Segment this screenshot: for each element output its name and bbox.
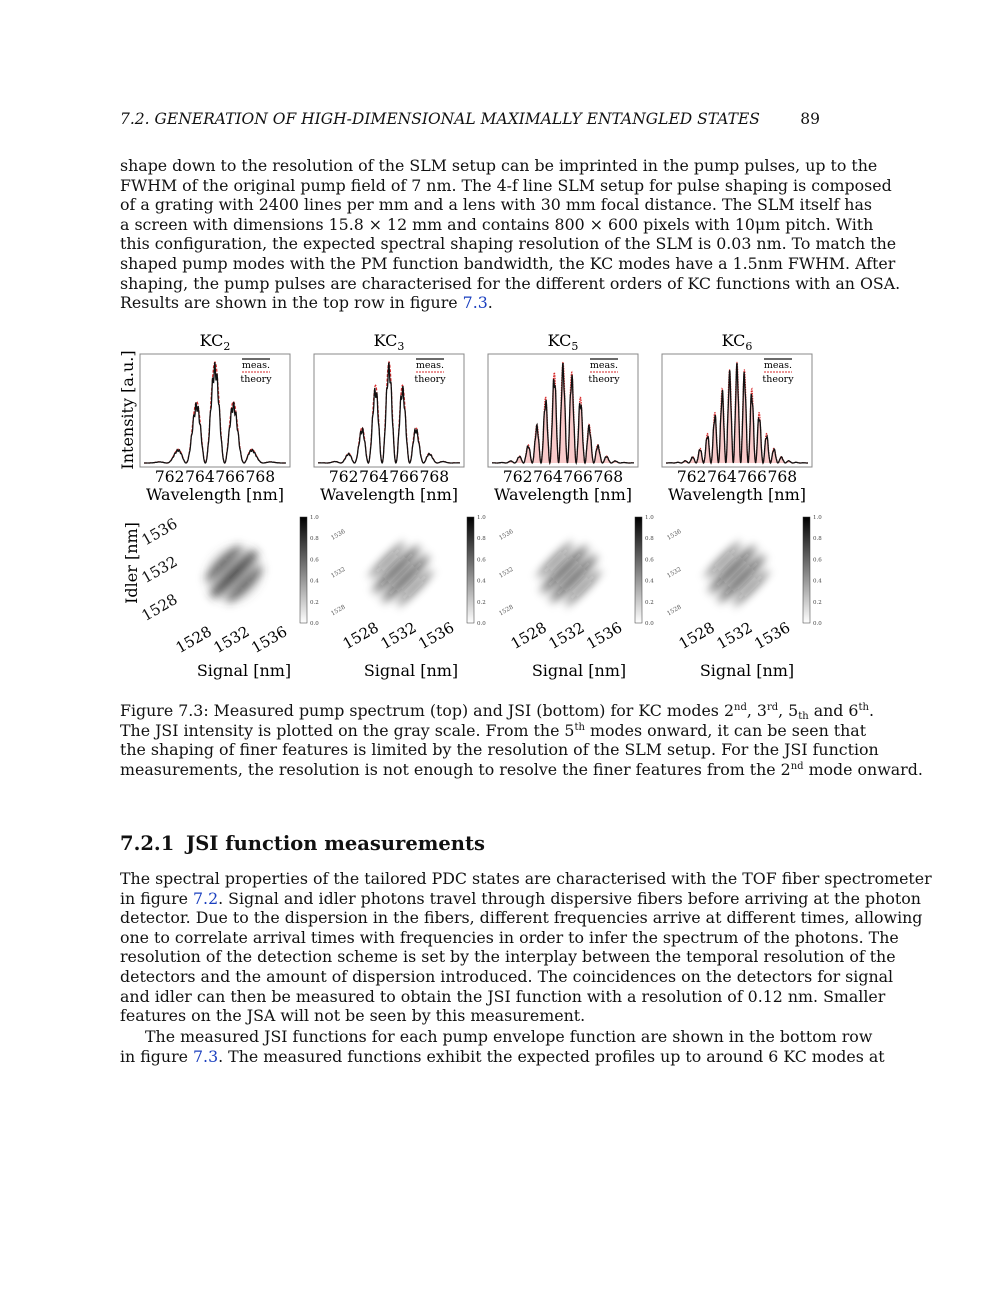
x-tick-label: 766 xyxy=(563,468,593,486)
colorbar-tick: 0.4 xyxy=(645,578,654,585)
text-line: shape down to the resolution of the SLM setup can be imprinted in the pump pulses, up to the xyxy=(120,156,878,175)
jsi-y-tick: 1528 xyxy=(329,603,347,618)
text-fragment: in figure xyxy=(120,1046,193,1066)
panel-title-text: KC xyxy=(199,331,224,350)
jsi-x-tick: 1536 xyxy=(751,618,794,654)
paragraph-measured xyxy=(120,1027,885,1066)
text-fragment: measurements, the resolution is not enough to resolve the finer features from the 2 xyxy=(120,759,791,779)
text-line: detectors and the amount of dispersion introduced. The coincidences on the detectors for signal xyxy=(120,966,894,986)
jsi-x-tick: 1536 xyxy=(248,622,291,658)
text-line xyxy=(120,1046,885,1067)
colorbar-tick: 0.4 xyxy=(477,578,486,585)
jsi-x-tick: 1528 xyxy=(675,618,718,654)
text-fragment: modes onward, it can be seen that xyxy=(584,720,867,740)
x-tick-label: 768 xyxy=(245,468,276,486)
text-fragment: . Signal and idler photons travel through dispersive fibers before arriving at the photon xyxy=(218,888,921,908)
spectrum-panel-2 xyxy=(314,331,464,504)
jsi-x-tick: 1532 xyxy=(210,622,253,658)
x-tick-label: 764 xyxy=(185,468,215,486)
x-tick-label: 766 xyxy=(737,468,767,486)
colorbar xyxy=(635,517,642,623)
colorbar-tick: 0.0 xyxy=(813,621,822,627)
superscript: rd xyxy=(766,702,779,713)
jsi-x-tick: 1536 xyxy=(415,618,458,654)
x-tick-label: 768 xyxy=(767,468,798,486)
jsi-xlabel: Signal [nm] xyxy=(531,661,627,680)
legend-theory-label: theory xyxy=(240,374,272,385)
text-fragment: and 6 xyxy=(808,701,859,720)
jsi-halo xyxy=(194,534,273,613)
panel-title xyxy=(548,331,579,353)
colorbar-tick: 0.2 xyxy=(813,599,822,606)
text-line: detector. Due to the dispersion in the fibers, different frequencies arrive at different times, allowing xyxy=(120,908,923,928)
text-fragment: Results are shown in the top row in figure xyxy=(120,293,463,313)
colorbar-tick: 1.0 xyxy=(310,515,319,521)
x-tick-label: 762 xyxy=(154,468,185,486)
panel-title xyxy=(722,331,753,353)
jsi-x-tick: 1528 xyxy=(507,618,550,654)
text-line: of a grating with 2400 lines per mm and a lens with 30 mm focal distance. The SLM itself has xyxy=(120,195,873,215)
running-header xyxy=(120,110,820,132)
colorbar-tick: 0.2 xyxy=(310,599,319,606)
paragraph-intro xyxy=(120,156,901,313)
superscript: nd xyxy=(734,702,747,713)
jsi-y-tick: 1532 xyxy=(497,565,515,580)
text-line xyxy=(120,888,921,909)
text-fragment: . xyxy=(487,293,493,313)
jsi-y-tick: 1532 xyxy=(665,565,683,580)
caption-line xyxy=(120,701,874,722)
jsi-heatmap xyxy=(529,534,608,613)
jsi-y-tick: 1536 xyxy=(329,528,347,542)
section-heading xyxy=(120,832,485,855)
caption-line: the shaping of finer features is limited by the resolution of the SLM setup. For the JSI function xyxy=(120,740,879,760)
colorbar-tick: 1.0 xyxy=(477,515,486,521)
jsi-x-tick: 1532 xyxy=(713,618,756,654)
colorbar-tick: 0.8 xyxy=(645,536,654,543)
spectrum-xlabel: Wavelength [nm] xyxy=(493,485,633,504)
subscript: th xyxy=(798,711,809,722)
colorbar-tick: 0.4 xyxy=(813,578,822,585)
spectrum-xlabel: Wavelength [nm] xyxy=(667,485,807,504)
figure-7-3 xyxy=(0,325,1000,695)
paragraph-jsi xyxy=(120,869,932,1026)
text-line: The spectral properties of the tailored PDC states are characterised with the TOF fiber spectrometer xyxy=(120,869,932,888)
text-fragment: The JSI intensity is plotted on the gray scale. From the 5 xyxy=(120,720,575,740)
jsi-x-tick: 1532 xyxy=(545,618,588,654)
colorbar-tick: 0.8 xyxy=(813,536,822,543)
x-tick-label: 764 xyxy=(533,468,563,486)
jsi-x-tick: 1536 xyxy=(583,618,626,654)
colorbar xyxy=(300,517,307,623)
colorbar-tick: 0.8 xyxy=(310,536,319,543)
legend-meas-label: meas. xyxy=(589,360,619,371)
text-line: The measured JSI functions for each pump envelope function are shown in the bottom row xyxy=(145,1027,873,1046)
colorbar-tick: 0.6 xyxy=(645,557,654,564)
colorbar-tick: 0.6 xyxy=(310,557,319,564)
spectrum-xlabel: Wavelength [nm] xyxy=(319,485,459,504)
caption-line xyxy=(120,759,923,780)
jsi-y-tick: 1528 xyxy=(138,590,181,625)
legend-theory-label: theory xyxy=(588,374,620,385)
panel-title xyxy=(200,331,231,353)
x-tick-label: 762 xyxy=(676,468,707,486)
colorbar xyxy=(803,517,810,623)
x-tick-label: 764 xyxy=(707,468,737,486)
text-line: one to correlate arrival times with frequencies in order to infer the spectrum of the photons. The xyxy=(120,927,899,947)
running-title: 7.2. GENERATION OF HIGH-DIMENSIONAL MAXIMALLY ENTANGLED STATES xyxy=(120,110,760,128)
jsi-xlabel: Signal [nm] xyxy=(699,661,795,680)
x-tick-label: 762 xyxy=(502,468,533,486)
text-line: and idler can then be measured to obtain the JSI function with a resolution of 0.12 nm. Smaller xyxy=(120,986,886,1006)
jsi-y-tick: 1536 xyxy=(497,528,515,542)
spectrum-xlabel: Wavelength [nm] xyxy=(145,485,285,504)
colorbar-tick: 0.4 xyxy=(310,578,319,585)
text-fragment: , 3 xyxy=(746,701,767,720)
colorbar xyxy=(467,517,474,623)
text-line: shaped pump modes with the PM function bandwidth, the KC modes have a 1.5nm FWHM. After xyxy=(120,253,896,273)
text-fragment: Figure 7.3: Measured pump spectrum (top) and JSI (bottom) for KC modes 2 xyxy=(120,701,734,720)
spectrum-panel-4 xyxy=(662,331,812,504)
jsi-heatmap xyxy=(697,534,776,613)
colorbar-tick: 1.0 xyxy=(645,515,654,521)
panel-title-text: KC xyxy=(721,331,746,350)
jsi-heatmap xyxy=(192,532,275,615)
jsi-y-tick: 1536 xyxy=(138,514,181,550)
colorbar-tick: 0.6 xyxy=(477,557,486,564)
panel-title-subscript: 5 xyxy=(571,340,579,353)
panel-title-subscript: 3 xyxy=(397,340,405,353)
text-fragment: . xyxy=(868,701,874,720)
colorbar-tick: 0.0 xyxy=(477,621,486,627)
x-tick-label: 762 xyxy=(328,468,359,486)
panel-title-text: KC xyxy=(547,331,572,350)
jsi-panel-4 xyxy=(666,515,822,680)
spectrum-ylabel: Intensity [a.u.] xyxy=(118,350,137,470)
jsi-x-tick: 1532 xyxy=(377,618,420,654)
x-tick-label: 766 xyxy=(389,468,419,486)
spectrum-panel-3 xyxy=(488,331,638,504)
legend-meas-label: meas. xyxy=(241,360,271,371)
section-number: 7.2.1 xyxy=(120,832,175,855)
caption-line xyxy=(120,720,867,741)
x-tick-label: 768 xyxy=(593,468,624,486)
x-tick-label: 768 xyxy=(419,468,450,486)
jsi-y-tick: 1532 xyxy=(138,552,181,588)
jsi-y-tick: 1532 xyxy=(329,565,347,580)
text-fragment: mode onward. xyxy=(803,759,923,779)
text-line: shaping, the pump pulses are characterised for the different orders of KC functions with an OSA. xyxy=(120,273,901,293)
jsi-panel-1 xyxy=(138,515,319,680)
panel-title-text: KC xyxy=(373,331,398,350)
x-tick-label: 766 xyxy=(215,468,245,486)
colorbar-tick: 0.8 xyxy=(477,536,486,543)
text-line: this configuration, the expected spectral shaping resolution of the SLM is 0.03 nm. To match the xyxy=(120,234,897,254)
panel-title xyxy=(374,331,405,353)
figure-ref-link[interactable]: 7.3 xyxy=(462,293,488,313)
jsi-ylabel: Idler [nm] xyxy=(122,522,141,604)
colorbar-tick: 0.0 xyxy=(645,621,654,627)
jsi-xlabel: Signal [nm] xyxy=(363,661,459,680)
jsi-x-tick: 1528 xyxy=(172,622,215,658)
superscript: th xyxy=(858,702,869,713)
x-tick-label: 764 xyxy=(359,468,389,486)
figure-caption xyxy=(120,701,923,779)
colorbar-tick: 0.2 xyxy=(477,599,486,606)
colorbar-tick: 0.6 xyxy=(813,557,822,564)
legend-theory-label: theory xyxy=(762,374,794,385)
spectrum-panel-1 xyxy=(140,331,290,504)
jsi-xlabel: Signal [nm] xyxy=(196,661,292,680)
text-line: a screen with dimensions 15.8 × 12 mm and contains 800 × 600 pixels with 10μm pitch. With xyxy=(120,214,874,234)
legend-meas-label: meas. xyxy=(763,360,793,371)
text-line: features on the JSA will not be seen by this measurement. xyxy=(120,1006,586,1026)
superscript: th xyxy=(574,721,585,733)
text-line: FWHM of the original pump field of 7 nm. The 4-f line SLM setup for pulse shaping is composed xyxy=(120,175,892,195)
figure-ref-link[interactable]: 7.3 xyxy=(193,1046,219,1066)
text-line xyxy=(120,293,820,313)
colorbar-tick: 1.0 xyxy=(813,515,822,521)
section-title: JSI function measurements xyxy=(186,832,485,855)
jsi-panel-2 xyxy=(330,515,486,680)
jsi-y-tick: 1528 xyxy=(497,603,515,618)
colorbar-tick: 0.0 xyxy=(310,621,319,627)
page-number: 89 xyxy=(800,110,820,128)
jsi-y-tick: 1528 xyxy=(665,603,683,618)
text-line: resolution of the detection scheme is set by the interplay between the temporal resolution of the xyxy=(120,947,896,967)
text-fragment: . The measured functions exhibit the expected profiles up to around 6 KC modes at xyxy=(218,1046,885,1066)
jsi-y-tick: 1536 xyxy=(665,528,683,542)
text-fragment: , 5 xyxy=(778,701,799,720)
colorbar-tick: 0.2 xyxy=(645,599,654,606)
legend-theory-label: theory xyxy=(414,374,446,385)
panel-title-subscript: 6 xyxy=(745,340,753,353)
jsi-heatmap xyxy=(361,534,440,613)
panel-title-subscript: 2 xyxy=(223,340,231,353)
text-fragment: in figure xyxy=(120,888,193,908)
legend-meas-label: meas. xyxy=(415,360,445,371)
figure-ref-link[interactable]: 7.2 xyxy=(193,888,219,908)
jsi-panel-3 xyxy=(498,515,654,680)
jsi-x-tick: 1528 xyxy=(339,618,382,654)
superscript: nd xyxy=(790,760,804,772)
